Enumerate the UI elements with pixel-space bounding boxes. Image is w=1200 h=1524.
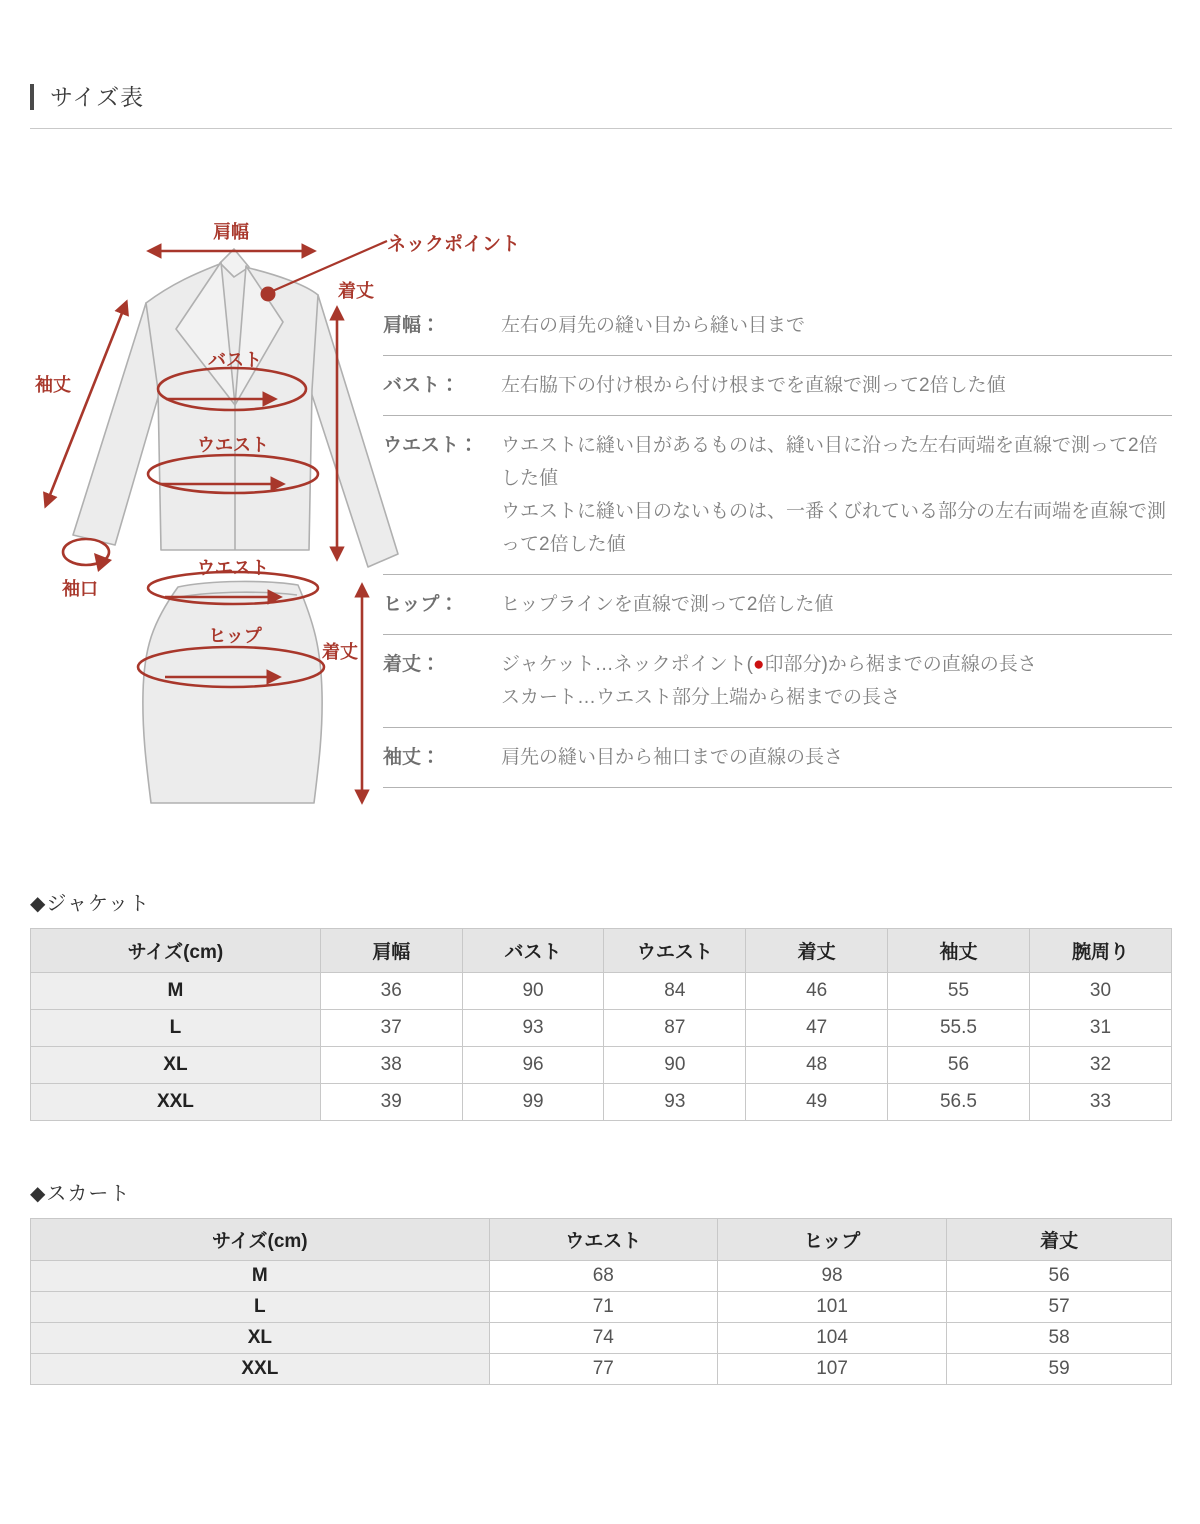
column-header-waist: ウエスト	[604, 929, 746, 973]
cell-value: 55	[888, 973, 1030, 1010]
cell-value: 56	[888, 1047, 1030, 1084]
cell-value: 107	[717, 1354, 946, 1385]
cell-value: 56	[947, 1261, 1172, 1292]
column-header-sleeve: 袖丈	[888, 929, 1030, 973]
page-title: サイズ表	[30, 84, 1172, 110]
cell-value: 71	[489, 1292, 717, 1323]
column-header-length: 着丈	[746, 929, 888, 973]
cell-value: 101	[717, 1292, 946, 1323]
cell-value: 68	[489, 1261, 717, 1292]
column-header-waist: ウエスト	[489, 1219, 717, 1261]
cell-value: 59	[947, 1354, 1172, 1385]
red-dot-mark: ●	[753, 654, 765, 676]
table-header-row	[31, 929, 1172, 973]
neck-point-dot	[261, 287, 276, 302]
column-header-shoulder: 肩幅	[320, 929, 462, 973]
definition-term: ヒップ：	[383, 594, 459, 616]
measurement-diagram-section	[30, 205, 1172, 837]
garment-measurement-diagram	[30, 205, 400, 835]
cell-value: 90	[604, 1047, 746, 1084]
column-header-length: 着丈	[947, 1219, 1172, 1261]
jacket-waist-label: ウエスト	[197, 435, 269, 456]
cell-value: 56.5	[888, 1084, 1030, 1121]
definition-text: スカート…ウエスト部分上端から裾までの長さ	[501, 687, 901, 709]
table-row	[31, 1292, 1172, 1323]
cell-value: 31	[1029, 1010, 1171, 1047]
cell-value: 74	[489, 1323, 717, 1354]
table-row	[31, 1010, 1172, 1047]
table-row	[31, 1261, 1172, 1292]
cell-value: 77	[489, 1354, 717, 1385]
definition-row-hip	[383, 575, 1172, 635]
hip-label: ヒップ	[208, 626, 262, 647]
size-label: M	[31, 1261, 490, 1292]
size-label: XXL	[31, 1084, 321, 1121]
shoulder-width-label: 肩幅	[213, 222, 249, 243]
cell-value: 39	[320, 1084, 462, 1121]
skirt-waist-label: ウエスト	[197, 558, 269, 579]
size-label: M	[31, 973, 321, 1010]
definition-row-shoulder	[383, 296, 1172, 356]
cell-value: 57	[947, 1292, 1172, 1323]
definition-text-post: 印部分)から裾までの直線の長さ	[764, 654, 1037, 676]
column-header-arm: 腕周り	[1029, 929, 1171, 973]
definition-term: ウエスト：	[383, 435, 479, 457]
cell-value: 48	[746, 1047, 888, 1084]
skirt-body	[143, 582, 322, 804]
definition-text: 左右脇下の付け根から付け根までを直線で測って2倍した値	[501, 375, 1006, 397]
table-row	[31, 1354, 1172, 1385]
measurement-definitions	[383, 296, 1172, 788]
cell-value: 30	[1029, 973, 1171, 1010]
cell-value: 58	[947, 1323, 1172, 1354]
size-label: L	[31, 1010, 321, 1047]
cell-value: 96	[462, 1047, 604, 1084]
table-row	[31, 973, 1172, 1010]
table-row	[31, 1084, 1172, 1121]
definition-row-sleeve	[383, 728, 1172, 788]
cell-value: 87	[604, 1010, 746, 1047]
jacket-section-heading: ◆ジャケット	[30, 893, 150, 916]
cuff-label: 袖口	[62, 579, 98, 600]
definition-term: 袖丈：	[383, 747, 441, 769]
column-header-bust: バスト	[462, 929, 604, 973]
cell-value: 99	[462, 1084, 604, 1121]
skirt-section-heading: ◆スカート	[30, 1183, 131, 1206]
cell-value: 46	[746, 973, 888, 1010]
sleeve-length-label: 袖丈	[35, 375, 71, 396]
page-content	[30, 84, 1172, 1385]
cell-value: 38	[320, 1047, 462, 1084]
cell-value: 47	[746, 1010, 888, 1047]
size-label: L	[31, 1292, 490, 1323]
cell-value: 37	[320, 1010, 462, 1047]
column-header-size: サイズ(cm)	[31, 1219, 490, 1261]
definition-text-pre: ジャケット…ネックポイント(	[501, 654, 753, 676]
column-header-size: サイズ(cm)	[31, 929, 321, 973]
jacket-body	[146, 263, 318, 550]
table-row	[31, 1323, 1172, 1354]
column-header-hip: ヒップ	[717, 1219, 946, 1261]
skirt-size-table	[30, 1218, 1172, 1385]
definition-text: ウエストに縫い目のないものは、一番くびれている部分の左右両端を直線で測って2倍した値	[501, 501, 1167, 556]
cell-value: 32	[1029, 1047, 1171, 1084]
definition-row-waist	[383, 416, 1172, 575]
cell-value: 33	[1029, 1084, 1171, 1121]
size-label: XL	[31, 1323, 490, 1354]
size-label: XL	[31, 1047, 321, 1084]
cell-value: 93	[462, 1010, 604, 1047]
cell-value: 93	[604, 1084, 746, 1121]
cell-value: 84	[604, 973, 746, 1010]
definition-text: 肩先の縫い目から袖口までの直線の長さ	[501, 747, 844, 769]
definition-row-bust	[383, 356, 1172, 416]
table-header-row	[31, 1219, 1172, 1261]
definition-term: バスト：	[383, 375, 460, 397]
definition-text: ヒップラインを直線で測って2倍した値	[501, 594, 834, 616]
jacket-length-label: 着丈	[338, 281, 374, 302]
bust-label: バスト	[208, 350, 262, 371]
cell-value: 49	[746, 1084, 888, 1121]
definition-text: 左右の肩先の縫い目から縫い目まで	[501, 315, 806, 337]
definition-term: 着丈：	[383, 654, 441, 676]
definition-term: 肩幅：	[383, 315, 441, 337]
definition-text	[501, 648, 1172, 681]
definition-text: ウエストに縫い目があるものは、縫い目に沿った左右両端を直線で測って2倍した値	[501, 435, 1158, 490]
table-row	[31, 1047, 1172, 1084]
cell-value: 36	[320, 973, 462, 1010]
cell-value: 104	[717, 1323, 946, 1354]
cell-value: 55.5	[888, 1010, 1030, 1047]
neck-point-label: ネックポイント	[387, 234, 521, 256]
jacket-size-table	[30, 928, 1172, 1121]
size-label: XXL	[31, 1354, 490, 1385]
skirt-length-label: 着丈	[322, 642, 358, 663]
page-header	[30, 84, 1172, 129]
cell-value: 98	[717, 1261, 946, 1292]
definition-row-length	[383, 635, 1172, 728]
garment-outline	[73, 249, 398, 803]
cell-value: 90	[462, 973, 604, 1010]
